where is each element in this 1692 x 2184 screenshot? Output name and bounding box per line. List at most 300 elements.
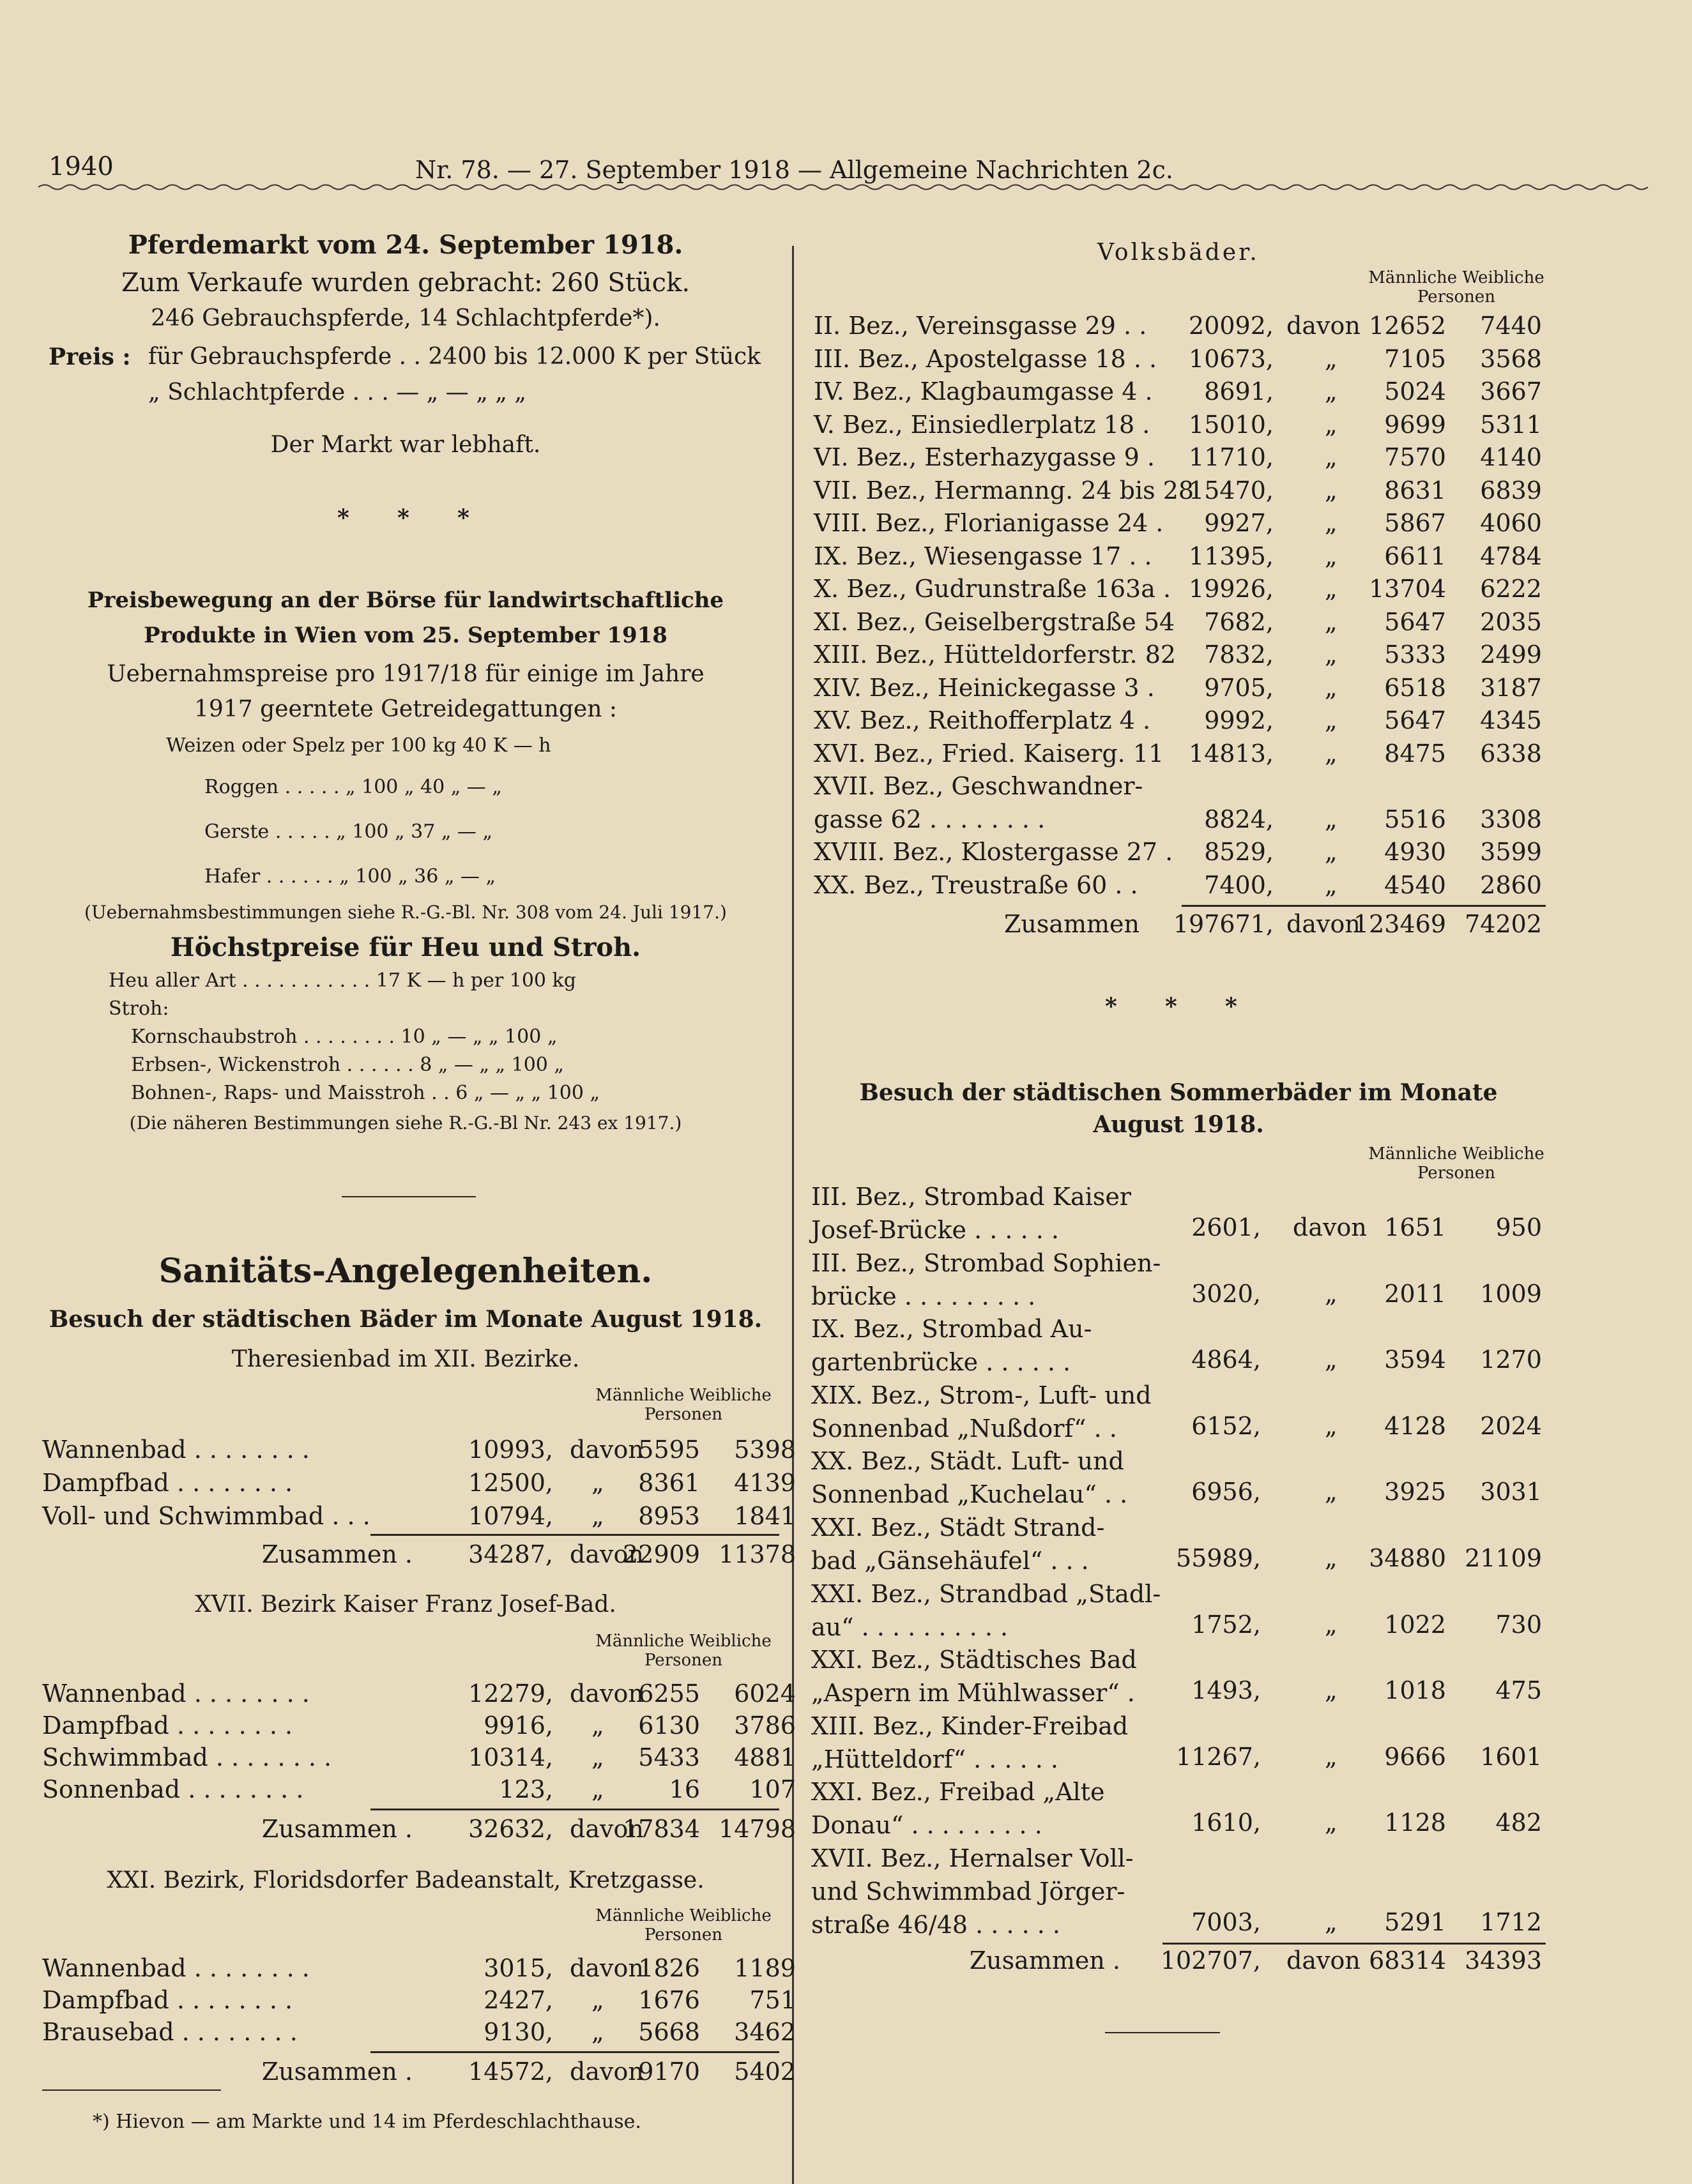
table-row xyxy=(814,608,1548,640)
row-davon: „ xyxy=(1325,411,1338,439)
sum-davon: davon xyxy=(1286,1946,1360,1975)
hay-note: (Die näheren Bestimmungen siehe R.-G.-Bl Nr. 243 ex 1917.) xyxy=(129,1112,682,1134)
table-row xyxy=(42,1711,796,1743)
row-female: 3568 xyxy=(1480,345,1542,373)
row-davon: „ xyxy=(1325,1908,1338,1936)
persons-label: Personen xyxy=(1417,1164,1495,1183)
table-row xyxy=(814,641,1548,672)
row-male: 1018 xyxy=(1384,1676,1446,1704)
row-label: V. Bez., Einsiedlerplatz 18 . xyxy=(814,411,1150,439)
summer-row-line2: Josef-Brücke . . . . . . xyxy=(811,1216,1059,1244)
row-male: 5647 xyxy=(1384,706,1446,734)
row-male: 1676 xyxy=(638,1986,700,2014)
row-davon: „ xyxy=(591,1986,604,2014)
row-total: 1752, xyxy=(1191,1611,1261,1639)
row-davon: „ xyxy=(1325,476,1338,504)
sum-rule xyxy=(370,2051,779,2053)
row-davon: „ xyxy=(591,1775,604,1803)
row-davon: „ xyxy=(1325,1280,1338,1308)
row-total: 8824, xyxy=(1204,805,1274,833)
row-male: 4930 xyxy=(1384,838,1446,866)
row-label: IX. Bez., Wiesengasse 17 . . xyxy=(814,542,1152,570)
sum-rule xyxy=(1162,1943,1546,1945)
table-row xyxy=(814,1611,1548,1642)
row-total: 20092, xyxy=(1189,312,1274,340)
summer-row-line2: Sonnenbad „Nußdorf“ . . xyxy=(811,1414,1117,1443)
row-davon: „ xyxy=(1325,509,1338,537)
sum-male: 123469 xyxy=(1353,910,1446,938)
row-davon: „ xyxy=(591,1469,604,1497)
sum-row xyxy=(42,1815,796,1847)
page-number: 1940 xyxy=(49,152,114,181)
row-male: 5024 xyxy=(1384,377,1446,406)
hay-row: Erbsen-, Wickenstroh . . . . . . 8 „ — „ „ 100 „ xyxy=(131,1054,564,1076)
persons-label: Personen xyxy=(1417,287,1495,307)
row-female: 475 xyxy=(1495,1676,1542,1704)
table-row xyxy=(814,312,1548,344)
summer-row-line1: III. Bez., Strombad Kaiser xyxy=(811,1183,1131,1211)
grain-row xyxy=(204,865,496,888)
row-female: 1601 xyxy=(1480,1743,1542,1771)
table-row xyxy=(814,1908,1548,1940)
row-total: 6152, xyxy=(1191,1412,1261,1440)
row-davon: „ xyxy=(1325,1478,1338,1506)
table3-col-header xyxy=(588,1906,779,1945)
grain-price: . . . . . „ 100 „ 40 „ — „ xyxy=(284,776,502,798)
sum-row xyxy=(42,2058,796,2089)
table-row xyxy=(814,1676,1548,1708)
row-davon: „ xyxy=(1325,805,1338,833)
row-female: 6024 xyxy=(734,1680,796,1708)
sum-row xyxy=(814,1946,1548,1978)
sum-rule xyxy=(370,1809,779,1810)
summer-row-line2: bad „Gänsehäufel“ . . . xyxy=(811,1547,1089,1575)
sum-female: 5402 xyxy=(734,2058,796,2086)
row-total: 8529, xyxy=(1204,838,1274,866)
row-total: 15470, xyxy=(1189,476,1274,504)
row-female: 950 xyxy=(1495,1213,1542,1241)
horse-market-title: Pferdemarkt vom 24. September 1918. xyxy=(128,230,683,260)
row-male: 6255 xyxy=(638,1680,700,1708)
row-female: 3031 xyxy=(1480,1478,1542,1506)
row-total: 9992, xyxy=(1204,706,1274,734)
table-row xyxy=(814,1544,1548,1576)
row-female: 3308 xyxy=(1480,805,1542,833)
row-total: 11710, xyxy=(1189,443,1274,471)
row-female: 3462 xyxy=(734,2018,796,2046)
row-male: 5333 xyxy=(1384,641,1446,669)
row-total: 2601, xyxy=(1191,1213,1261,1241)
row-total: 9927, xyxy=(1204,509,1274,537)
table-row xyxy=(814,411,1548,443)
row-total: 10794, xyxy=(468,1502,553,1530)
sum-female: 74202 xyxy=(1465,910,1542,938)
row-female: 3599 xyxy=(1480,838,1542,866)
female-col-label: Weibliche xyxy=(1462,268,1544,287)
row-female: 2499 xyxy=(1480,641,1542,669)
table-row xyxy=(814,838,1548,870)
row-total: 9916, xyxy=(484,1711,553,1740)
row-davon: „ xyxy=(1325,641,1338,669)
horse-market-line1: Zum Verkaufe wurden gebracht: 260 Stück. xyxy=(121,268,690,298)
row-total: 6956, xyxy=(1191,1478,1261,1506)
table-row xyxy=(42,1502,796,1534)
row-male: 5433 xyxy=(638,1743,700,1771)
table-row xyxy=(814,575,1548,607)
row-female: 4881 xyxy=(734,1743,796,1771)
exchange-sub-2: 1917 geerntete Getreidegattungen : xyxy=(194,696,617,722)
row-female: 2035 xyxy=(1480,608,1542,636)
row-female: 751 xyxy=(749,1986,796,2014)
row-davon: davon xyxy=(1293,1213,1367,1241)
row-total: 12279, xyxy=(468,1680,553,1708)
row-davon: „ xyxy=(1325,575,1338,603)
row-male: 6611 xyxy=(1384,542,1446,570)
row-total: 7400, xyxy=(1204,871,1274,899)
summer-row-line1: XX. Bez., Städt. Luft- und xyxy=(811,1447,1124,1475)
row-davon: „ xyxy=(1325,1743,1338,1771)
row-male: 6518 xyxy=(1384,674,1446,702)
row-total: 10993, xyxy=(468,1436,553,1464)
row-label: III. Bez., Apostelgasse 18 . . xyxy=(814,345,1157,373)
table-row xyxy=(814,345,1548,377)
horse-market-closing: Der Markt war lebhaft. xyxy=(270,432,541,458)
sum-row xyxy=(814,910,1548,942)
sum-label: Zusammen . xyxy=(969,1946,1120,1975)
summer-row-line2: brücke . . . . . . . . . xyxy=(811,1282,1036,1310)
summer-title-2: August 1918. xyxy=(1093,1111,1264,1138)
row-male: 8631 xyxy=(1384,476,1446,504)
female-col-label: Weibliche xyxy=(689,1632,772,1651)
row-label: XV. Bez., Reithofferplatz 4 . xyxy=(814,706,1151,734)
row-label: Wannenbad . . . . . . . . xyxy=(42,1954,310,1982)
row-male: 4128 xyxy=(1384,1412,1446,1440)
exchange-title-1: Preisbewegung an der Börse für landwirtschaftliche xyxy=(87,588,724,613)
persons-label: Personen xyxy=(644,1925,722,1945)
row-label: VII. Bez., Hermanng. 24 bis 28 xyxy=(814,476,1194,504)
summer-row-line1: XVII. Bez., Hernalser Voll- xyxy=(811,1844,1134,1872)
sum-female: 14798 xyxy=(719,1815,796,1843)
column-separator xyxy=(792,246,794,2184)
summer-col-header xyxy=(1360,1144,1552,1183)
grain-row xyxy=(166,734,551,757)
sum-davon: davon xyxy=(570,2058,644,2086)
sum-total: 32632, xyxy=(468,1815,553,1843)
grain-name: Roggen xyxy=(204,776,279,798)
row-female: 3187 xyxy=(1480,674,1542,702)
row-davon: „ xyxy=(591,1502,604,1530)
grain-price: . . . . . „ 100 „ 37 „ — „ xyxy=(275,821,492,843)
row-male: 1826 xyxy=(638,1954,700,1982)
row-female: 1712 xyxy=(1480,1908,1542,1936)
table-row xyxy=(814,1280,1548,1312)
row-male: 3925 xyxy=(1384,1478,1446,1506)
row-total: 4864, xyxy=(1191,1346,1261,1374)
table2-col-header xyxy=(588,1632,779,1670)
row-female: 5311 xyxy=(1480,411,1542,439)
row-female: 6222 xyxy=(1480,575,1542,603)
row-label: Dampfbad . . . . . . . . xyxy=(42,1986,293,2014)
summer-row-line1: XIII. Bez., Kinder-Freibad xyxy=(811,1712,1129,1740)
summer-row-line3: straße 46/48 . . . . . . xyxy=(811,1911,1061,1939)
table-row xyxy=(42,2018,796,2050)
table-row xyxy=(42,1954,796,1986)
grain-price: per 100 kg 40 K — h xyxy=(351,734,551,757)
sanitary-subtitle: Besuch der städtischen Bäder im Monate August 1918. xyxy=(49,1306,763,1333)
sanitary-title: Sanitäts-Angelegenheiten. xyxy=(158,1252,653,1291)
sum-label: Zusammen . xyxy=(261,1540,413,1568)
summer-row-line1: III. Bez., Strombad Sophien- xyxy=(811,1249,1161,1277)
running-header: Nr. 78. — 27. September 1918 — Allgemeine Nachrichten 2c. xyxy=(415,156,1173,184)
table-row xyxy=(814,509,1548,541)
sum-label: Zusammen . xyxy=(261,1815,413,1843)
row-label: XVI. Bez., Fried. Kaiserg. 11 xyxy=(814,739,1164,768)
row-female: 3786 xyxy=(734,1711,796,1740)
row-label: XVII. Bez., Geschwandner- xyxy=(814,772,1143,800)
row-male: 2011 xyxy=(1384,1280,1446,1308)
row-davon: „ xyxy=(1325,1611,1338,1639)
row-male: 5516 xyxy=(1384,805,1446,833)
row-female: 4784 xyxy=(1480,542,1542,570)
row-total: 19926, xyxy=(1189,575,1274,603)
table-row xyxy=(814,1213,1548,1245)
row-female: 107 xyxy=(749,1775,796,1803)
table-row xyxy=(814,871,1548,903)
row-female: 2024 xyxy=(1480,1412,1542,1440)
price-label: Preis : xyxy=(49,344,131,370)
table-row xyxy=(814,1743,1548,1775)
persons-label: Personen xyxy=(644,1405,722,1424)
sum-male: 22909 xyxy=(623,1540,700,1568)
row-davon: „ xyxy=(1325,1346,1338,1374)
sum-total: 197671, xyxy=(1173,910,1274,938)
summer-row-line2: gartenbrücke . . . . . . xyxy=(811,1348,1071,1376)
summer-row-line1: XIX. Bez., Strom-, Luft- und xyxy=(811,1381,1152,1409)
sum-total: 14572, xyxy=(468,2058,553,2086)
sum-total: 34287, xyxy=(468,1540,553,1568)
row-female: 1009 xyxy=(1480,1280,1542,1308)
row-label: IV. Bez., Klagbaumgasse 4 . xyxy=(814,377,1153,406)
sum-male: 17834 xyxy=(623,1815,700,1843)
row-label: XX. Bez., Treustraße 60 . . xyxy=(814,871,1138,899)
row-female: 1189 xyxy=(734,1954,796,1982)
table-row xyxy=(814,542,1548,574)
row-female: 5398 xyxy=(734,1436,796,1464)
row-male: 1128 xyxy=(1384,1809,1446,1837)
table-row xyxy=(814,1478,1548,1510)
row-label: Sonnenbad . . . . . . . . xyxy=(42,1775,304,1803)
row-male: 8475 xyxy=(1384,739,1446,768)
table-row xyxy=(814,772,1548,804)
row-davon: „ xyxy=(1325,1809,1338,1837)
summer-row-line2: und Schwimmbad Jörger- xyxy=(811,1877,1125,1906)
row-male: 1022 xyxy=(1384,1611,1446,1639)
row-female: 21109 xyxy=(1465,1544,1542,1572)
summer-row-line2: au“ . . . . . . . . . . xyxy=(811,1613,1009,1641)
row-label: Schwimmbad . . . . . . . . xyxy=(42,1743,332,1771)
row-female: 4140 xyxy=(1480,443,1542,471)
row-total: 10314, xyxy=(468,1743,553,1771)
row-davon: „ xyxy=(1325,1544,1338,1572)
row-female: 4139 xyxy=(734,1469,796,1497)
grain-name: Hafer xyxy=(204,865,261,888)
table-row xyxy=(814,443,1548,475)
male-col-label: Männliche xyxy=(595,1386,685,1405)
male-col-label: Männliche xyxy=(595,1632,685,1651)
grain-row xyxy=(204,776,502,798)
summer-row-line1: XXI. Bez., Freibad „Alte xyxy=(811,1778,1105,1806)
table1-col-header xyxy=(588,1386,779,1424)
table-row xyxy=(814,1346,1548,1377)
row-davon: „ xyxy=(591,1711,604,1740)
end-divider xyxy=(1105,2032,1220,2033)
row-female: 2860 xyxy=(1480,871,1542,899)
row-davon: davon xyxy=(570,1436,644,1464)
footnote-rule xyxy=(42,2089,221,2091)
grain-name: Gerste xyxy=(204,821,270,843)
row-label: Brausebad . . . . . . . . xyxy=(42,2018,298,2046)
hay-row: Kornschaubstroh . . . . . . . . 10 „ — „ „ 100 „ xyxy=(131,1026,558,1048)
grain-row xyxy=(204,821,492,843)
row-male: 7570 xyxy=(1384,443,1446,471)
summer-row-line1: XXI. Bez., Städt Strand- xyxy=(811,1513,1105,1542)
row-female: 1841 xyxy=(734,1502,796,1530)
row-total: 1493, xyxy=(1191,1676,1261,1704)
row-male: 1651 xyxy=(1384,1213,1446,1241)
row-total: 7832, xyxy=(1204,641,1274,669)
row-male: 13704 xyxy=(1369,575,1446,603)
row-male: 3594 xyxy=(1384,1346,1446,1374)
separator-stars-right: * * * xyxy=(1105,993,1237,1020)
row-male: 16 xyxy=(669,1775,700,1803)
grain-name: Weizen oder Spelz xyxy=(166,734,345,757)
row-davon: „ xyxy=(1325,871,1338,899)
row-female: 3667 xyxy=(1480,377,1542,406)
separator-stars-left: * * * xyxy=(337,504,469,531)
row-label: XVIII. Bez., Klostergasse 27 . xyxy=(814,838,1173,866)
sum-female: 11378 xyxy=(719,1540,796,1568)
row-male: 8953 xyxy=(638,1502,700,1530)
row-label: Wannenbad . . . . . . . . xyxy=(42,1680,310,1708)
row-male: 5595 xyxy=(638,1436,700,1464)
summer-row-line2: „Hütteldorf“ . . . . . . xyxy=(811,1745,1058,1773)
summer-row-line2: „Aspern im Mühlwasser“ . xyxy=(811,1679,1135,1707)
sum-rule xyxy=(370,1534,779,1536)
row-male: 5647 xyxy=(1384,608,1446,636)
row-davon: „ xyxy=(1325,1676,1338,1704)
sum-male: 68314 xyxy=(1369,1946,1446,1975)
volksbaeder-col-header xyxy=(1360,268,1552,307)
row-total: 123, xyxy=(499,1775,553,1803)
sum-label: Zusammen . xyxy=(261,2058,413,2086)
male-col-label: Männliche xyxy=(1368,268,1458,287)
row-davon: „ xyxy=(1325,377,1338,406)
row-davon: davon xyxy=(570,1680,644,1708)
row-label: VIII. Bez., Florianigasse 24 . xyxy=(814,509,1164,537)
summer-row-line2: Donau“ . . . . . . . . . xyxy=(811,1811,1042,1839)
grain-note: (Uebernahmsbestimmungen siehe R.-G.-Bl. Nr. 308 vom 24. Juli 1917.) xyxy=(84,902,727,923)
row-total: 11267, xyxy=(1176,1743,1261,1771)
row-davon: „ xyxy=(1325,542,1338,570)
row-davon: davon xyxy=(570,1954,644,1982)
row-total: 1610, xyxy=(1191,1809,1261,1837)
summer-row-line2: Sonnenbad „Kuchelau“ . . xyxy=(811,1480,1128,1508)
row-label: X. Bez., Gudrunstraße 163a . xyxy=(814,575,1171,603)
row-davon: „ xyxy=(1325,739,1338,768)
row-male: 9699 xyxy=(1384,411,1446,439)
row-label: XIII. Bez., Hütteldorferstr. 82 xyxy=(814,641,1177,669)
row-total: 11395, xyxy=(1189,542,1274,570)
row-label: Dampfbad . . . . . . . . xyxy=(42,1469,293,1497)
row-davon: „ xyxy=(1325,838,1338,866)
row-davon: „ xyxy=(591,2018,604,2046)
row-male: 5668 xyxy=(638,2018,700,2046)
row-label: VI. Bez., Esterhazygasse 9 . xyxy=(814,443,1155,471)
sum-davon: davon xyxy=(570,1815,644,1843)
table-row xyxy=(42,1469,796,1501)
row-label: gasse 62 . . . . . . . . xyxy=(814,805,1046,833)
row-total: 10673, xyxy=(1189,345,1274,373)
header-wavy-rule xyxy=(38,183,1654,192)
row-total: 12500, xyxy=(468,1469,553,1497)
grain-price: . . . . . . „ 100 „ 36 „ — „ xyxy=(266,865,496,888)
row-total: 55989, xyxy=(1176,1544,1261,1572)
row-label: XI. Bez., Geiselbergstraße 54 xyxy=(814,608,1175,636)
female-col-label: Weibliche xyxy=(689,1386,772,1405)
table-row xyxy=(814,1412,1548,1444)
table-row xyxy=(814,706,1548,738)
table-row xyxy=(42,1436,796,1467)
row-total: 2427, xyxy=(484,1986,553,2014)
sum-row xyxy=(42,1540,796,1572)
footnote: *) Hievon — am Markte und 14 im Pferdeschlachthause. xyxy=(93,2111,641,2133)
summer-title-1: Besuch der städtischen Sommerbäder im Monate xyxy=(859,1079,1498,1106)
row-label: Dampfbad . . . . . . . . xyxy=(42,1711,293,1740)
price-row-1: für Gebrauchspferde . . 2400 bis 12.000 K per Stück xyxy=(148,344,761,370)
row-total: 3020, xyxy=(1191,1280,1261,1308)
row-female: 4060 xyxy=(1480,509,1542,537)
row-davon: „ xyxy=(591,1743,604,1771)
exchange-title-2: Produkte in Wien vom 25. September 1918 xyxy=(144,623,667,648)
row-female: 6338 xyxy=(1480,739,1542,768)
female-col-label: Weibliche xyxy=(689,1906,772,1925)
sum-total: 102707, xyxy=(1160,1946,1261,1975)
row-davon: „ xyxy=(1325,345,1338,373)
table-row xyxy=(814,674,1548,706)
row-female: 4345 xyxy=(1480,706,1542,734)
row-label: II. Bez., Vereinsgasse 29 . . xyxy=(814,312,1147,340)
table1-heading: Theresienbad im XII. Bezirke. xyxy=(231,1346,580,1372)
table-row xyxy=(814,805,1548,837)
row-davon: „ xyxy=(1325,1412,1338,1440)
row-male: 5867 xyxy=(1384,509,1446,537)
sum-davon: davon xyxy=(1286,910,1360,938)
row-male: 5291 xyxy=(1384,1908,1446,1936)
row-female: 1270 xyxy=(1480,1346,1542,1374)
sum-label: Zusammen xyxy=(1003,910,1139,938)
hay-row: Stroh: xyxy=(109,997,169,1020)
table-row xyxy=(42,1680,796,1711)
row-total: 7682, xyxy=(1204,608,1274,636)
row-davon: „ xyxy=(1325,706,1338,734)
row-male: 7105 xyxy=(1384,345,1446,373)
hay-row: Heu aller Art . . . . . . . . . . . 17 K — h per 100 kg xyxy=(109,969,576,992)
table3-heading: XXI. Bezirk, Floridsdorfer Badeanstalt, Kretzgasse. xyxy=(107,1867,705,1893)
sum-davon: davon xyxy=(570,1540,644,1568)
table-row xyxy=(814,739,1548,771)
row-male: 12652 xyxy=(1369,312,1446,340)
row-label: Wannenbad . . . . . . . . xyxy=(42,1436,310,1464)
